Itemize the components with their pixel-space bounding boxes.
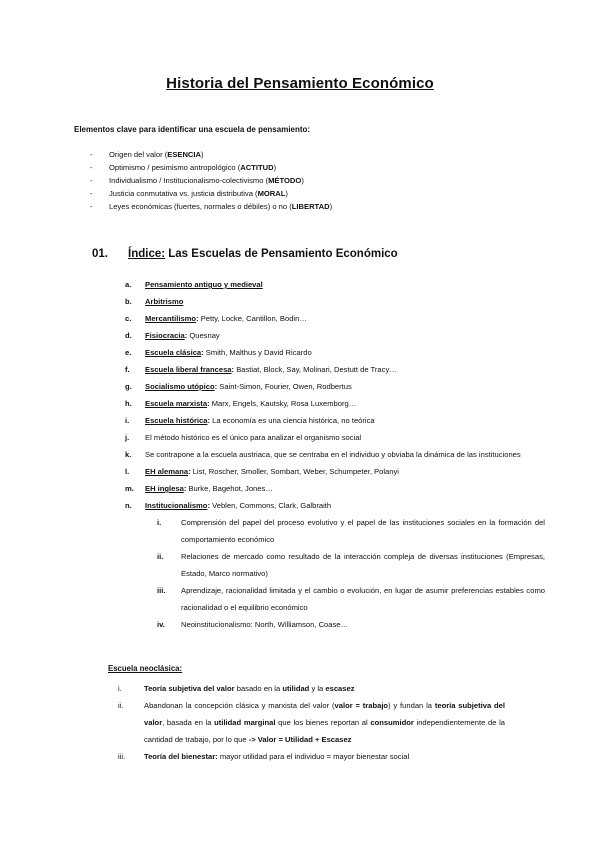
- section-title-text: Las Escuelas de Pensamiento Económico: [165, 248, 398, 260]
- list-item: - Leyes económicas (fuertes, normales o débiles) o no (LIBERTAD): [90, 200, 332, 213]
- section-title: [92, 248, 398, 260]
- neo-text-segment: que los bienes reportan al: [275, 718, 371, 727]
- neo-item: ii. Abandonan la concepción clásica y marxista del valor (valor = trabajo) y fundan la teoría subjetiva del valor, basada en la utilidad marginal que los bienes reportan al consumidor independientemente de la cantidad de trabajo, por lo que -> Valor = Utilidad + Escasez: [118, 701, 506, 744]
- toc-item: d. Fisiocracia: Quesnay: [125, 331, 220, 340]
- neo-text-segment: Teoría del bienestar:: [144, 752, 218, 761]
- toc-item: g. Socialismo utópico: Saint-Simon, Fourier, Owen, Rodbertus: [125, 382, 352, 391]
- section-index-word: Índice:: [128, 248, 166, 260]
- sub-item: iv. Neoinstitucionalismo: North, Williamson, Coase…: [157, 620, 349, 629]
- toc-item: e. Escuela clásica: Smith, Malthus y David Ricardo: [125, 348, 312, 357]
- toc-item: b. Arbitrismo: [125, 297, 184, 306]
- neo-text-segment: Teoría subjetiva del valor: [144, 684, 235, 693]
- neo-text-segment: ) y fundan la: [388, 701, 435, 710]
- neoclassical-list: [118, 680, 505, 765]
- neo-text-segment: basado en la: [234, 684, 283, 693]
- neo-text-segment: valor = trabajo: [334, 701, 389, 710]
- neo-text-segment: mayor utilidad para el individuo = mayor bienestar social: [217, 752, 410, 761]
- toc-item: j. El método histórico es el único para analizar el organismo social: [125, 433, 362, 442]
- neo-text-segment: Abandonan la concepción clásica y marxista del valor (: [144, 701, 335, 710]
- neo-text-segment: y la: [309, 684, 326, 693]
- toc-item: a. Pensamiento antiguo y medieval: [125, 280, 263, 289]
- neo-text-segment: utilidad marginal: [214, 718, 276, 727]
- list-item: - Origen del valor (ESENCIA): [90, 148, 332, 161]
- toc-item: n. Institucionalismo: Veblen, Commons, Clark, Galbraith i. Comprensión del papel del proceso evolutivo y el papel de las instituciones sociales en la formación del comportamiento económico ii. Relaciones de mercado como resultado de la interacción compleja de diversas instituciones (Empresas, Estado, Marco normativo) iii. Aprendizaje, racionalidad limitada y el cambio o evolución, en lugar de asumir preferencias estables como racionalidad o el equilibrio económico iv. Neoinstitucionalismo: North, Williamson, Coase…: [125, 497, 545, 633]
- page-title: Historia del Pensamiento Económico: [166, 75, 434, 92]
- toc-item: h. Escuela marxista: Marx, Engels, Kautsky, Rosa Luxemborg…: [125, 399, 357, 408]
- neo-text-segment: consumidor: [370, 718, 414, 727]
- neo-text-segment: escasez: [325, 684, 355, 693]
- sub-item: iii. Aprendizaje, racionalidad limitada y el cambio o evolución, en lugar de asumir preferencias estables como racionalidad o el equilibrio económico: [157, 586, 545, 612]
- neoclassical-heading: Escuela neoclásica:: [108, 664, 183, 673]
- toc-item: l. EH alemana: List, Roscher, Smoller, Sombart, Weber, Schumpeter, Polanyi: [125, 467, 399, 476]
- institutionalism-sublist: [145, 514, 545, 633]
- neo-text-segment: -> Valor = Utilidad + Escasez: [248, 735, 352, 744]
- toc-item: i. Escuela histórica: La economía es una ciencia histórica, no teórica: [125, 416, 375, 425]
- section-number: 01.: [92, 248, 108, 260]
- neo-text-segment: teoría subjetiva del valor: [144, 701, 506, 727]
- schools-index-list: [125, 276, 545, 633]
- sub-item: i. Comprensión del papel del proceso evolutivo y el papel de las instituciones sociales en la formación del comportamiento económico: [157, 518, 545, 544]
- list-item: - Justicia conmutativa vs. justicia distributiva (MORAL): [90, 187, 332, 200]
- neo-text-segment: independientemente de la cantidad de trabajo, por lo que: [144, 718, 505, 744]
- sub-item: ii. Relaciones de mercado como resultado de la interacción compleja de diversas instituciones (Empresas, Estado, Marco normativo): [157, 552, 545, 578]
- toc-item: c. Mercantilismo: Petty, Locke, Cantillon, Bodin…: [125, 314, 307, 323]
- neo-item: i. Teoría subjetiva del valor basado en la utilidad y la escasez: [118, 684, 355, 693]
- list-item: - Optimismo / pesimismo antropológico (ACTITUD): [90, 161, 332, 174]
- list-item: - Individualismo / Institucionalismo-colectivismo (MÉTODO): [90, 174, 332, 187]
- neo-text-segment: utilidad: [282, 684, 310, 693]
- toc-item: k. Se contrapone a la escuela austriaca, que se centraba en el individuo y obviaba la dinámica de las instituciones: [125, 450, 521, 459]
- neo-item: iii. Teoría del bienestar: mayor utilidad para el individuo = mayor bienestar social: [118, 752, 410, 761]
- key-elements-list: [90, 148, 332, 213]
- intro-heading: Elementos clave para identificar una escuela de pensamiento:: [74, 125, 311, 134]
- neo-text-segment: , basada en la: [162, 718, 215, 727]
- toc-item: f. Escuela liberal francesa: Bastiat, Block, Say, Molinari, Destutt de Tracy…: [125, 365, 397, 374]
- toc-item: m. EH inglesa: Burke, Bagehot, Jones…: [125, 484, 273, 493]
